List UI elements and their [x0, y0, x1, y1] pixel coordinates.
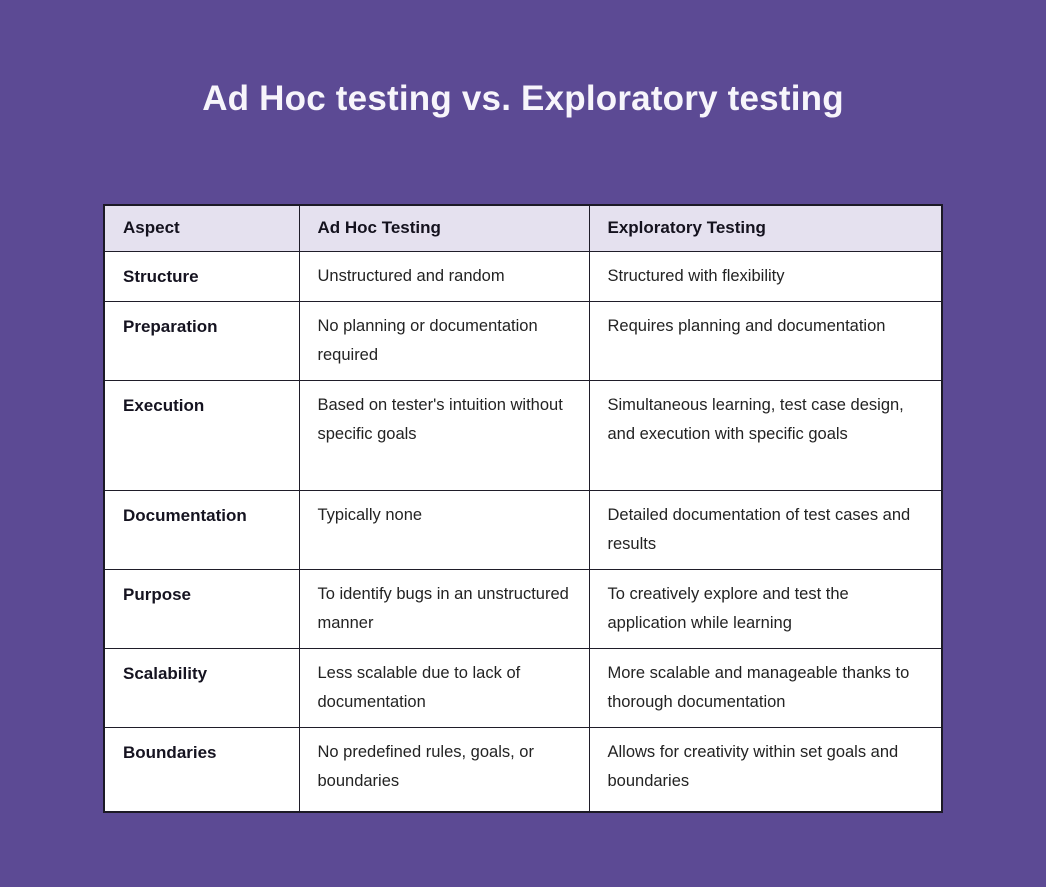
aspect-cell: Scalability	[104, 648, 299, 727]
adhoc-cell: No planning or documentation required	[299, 301, 589, 380]
comparison-table	[103, 204, 943, 813]
adhoc-cell: Unstructured and random	[299, 251, 589, 301]
aspect-cell: Boundaries	[104, 727, 299, 812]
exploratory-cell: Allows for creativity within set goals and boundaries	[589, 727, 942, 812]
adhoc-cell: To identify bugs in an unstructured manner	[299, 569, 589, 648]
column-header-exploratory: Exploratory Testing	[589, 205, 942, 251]
table-container	[0, 204, 1046, 813]
adhoc-cell: Less scalable due to lack of documentation	[299, 648, 589, 727]
column-header-adhoc: Ad Hoc Testing	[299, 205, 589, 251]
exploratory-cell: Simultaneous learning, test case design, and execution with specific goals	[589, 380, 942, 490]
aspect-cell: Structure	[104, 251, 299, 301]
aspect-cell: Documentation	[104, 490, 299, 569]
table-row	[104, 727, 942, 812]
table-row	[104, 569, 942, 648]
adhoc-cell: Typically none	[299, 490, 589, 569]
exploratory-cell: Requires planning and documentation	[589, 301, 942, 380]
table-row	[104, 648, 942, 727]
column-header-aspect: Aspect	[104, 205, 299, 251]
exploratory-cell: To creatively explore and test the application while learning	[589, 569, 942, 648]
aspect-cell: Purpose	[104, 569, 299, 648]
table-row	[104, 380, 942, 490]
table-row	[104, 301, 942, 380]
adhoc-cell: Based on tester's intuition without specific goals	[299, 380, 589, 490]
table-row	[104, 490, 942, 569]
exploratory-cell: Structured with flexibility	[589, 251, 942, 301]
aspect-cell: Execution	[104, 380, 299, 490]
exploratory-cell: Detailed documentation of test cases and results	[589, 490, 942, 569]
adhoc-cell: No predefined rules, goals, or boundaries	[299, 727, 589, 812]
table-row	[104, 251, 942, 301]
table-header-row	[104, 205, 942, 251]
aspect-cell: Preparation	[104, 301, 299, 380]
exploratory-cell: More scalable and manageable thanks to thorough documentation	[589, 648, 942, 727]
page-title: Ad Hoc testing vs. Exploratory testing	[202, 79, 844, 118]
